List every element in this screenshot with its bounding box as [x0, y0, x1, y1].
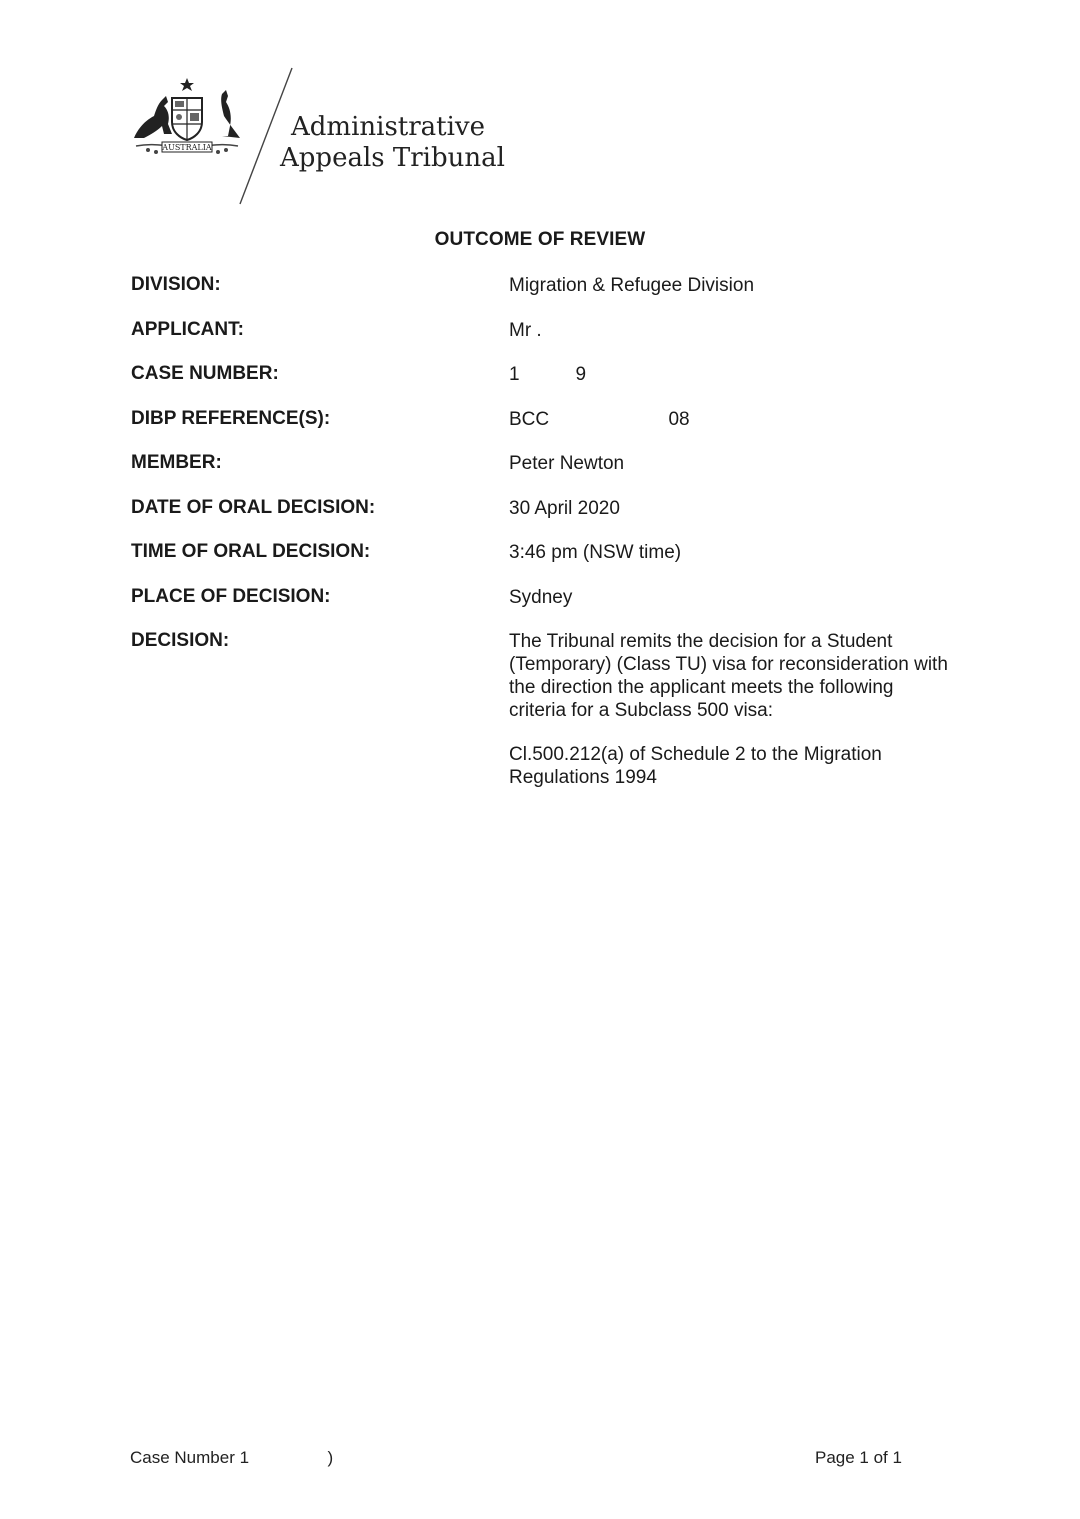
field-value: 3:46 pm (NSW time)	[509, 542, 682, 563]
crest-scroll-text: AUSTRALIA	[162, 143, 212, 152]
document-title: OUTCOME OF REVIEW	[434, 229, 646, 250]
field-value: 1 9	[509, 364, 587, 385]
field-label: DATE OF ORAL DECISION:	[131, 497, 376, 518]
coat-of-arms-icon	[128, 76, 246, 160]
organisation-name	[280, 112, 505, 174]
field-label: PLACE OF DECISION:	[131, 586, 331, 607]
field-label: MEMBER:	[131, 452, 222, 473]
header-logo	[128, 66, 528, 208]
field-label: DECISION:	[131, 630, 230, 651]
organisation-name-line1: Administrative	[291, 112, 486, 142]
field-label: APPLICANT:	[131, 319, 244, 340]
field-value: Sydney	[509, 587, 573, 608]
organisation-name-line2: Appeals Tribunal	[280, 143, 505, 173]
decision-paragraph: The Tribunal remits the decision for a Student (Temporary) (Class TU) visa for reconsideration with the direction the applicant meets the following criteria for a Subclass 500 visa:	[509, 631, 948, 721]
decision-text	[509, 630, 949, 810]
field-value: Mr .	[509, 320, 542, 341]
field-label: TIME OF ORAL DECISION:	[131, 541, 371, 562]
field-label: DIVISION:	[131, 274, 221, 295]
field-value: 30 April 2020	[509, 498, 620, 519]
field-value: BCC 08	[509, 409, 690, 430]
footer-case-number: Case Number 1 )	[130, 1448, 334, 1467]
field-label: CASE NUMBER:	[131, 363, 279, 384]
field-label: DIBP REFERENCE(S):	[131, 408, 331, 429]
decision-paragraph: Cl.500.212(a) of Schedule 2 to the Migration Regulations 1994	[509, 744, 882, 788]
footer-page-number: Page 1 of 1	[815, 1448, 902, 1467]
field-value: Peter Newton	[509, 453, 625, 474]
field-value: Migration & Refugee Division	[509, 275, 755, 296]
